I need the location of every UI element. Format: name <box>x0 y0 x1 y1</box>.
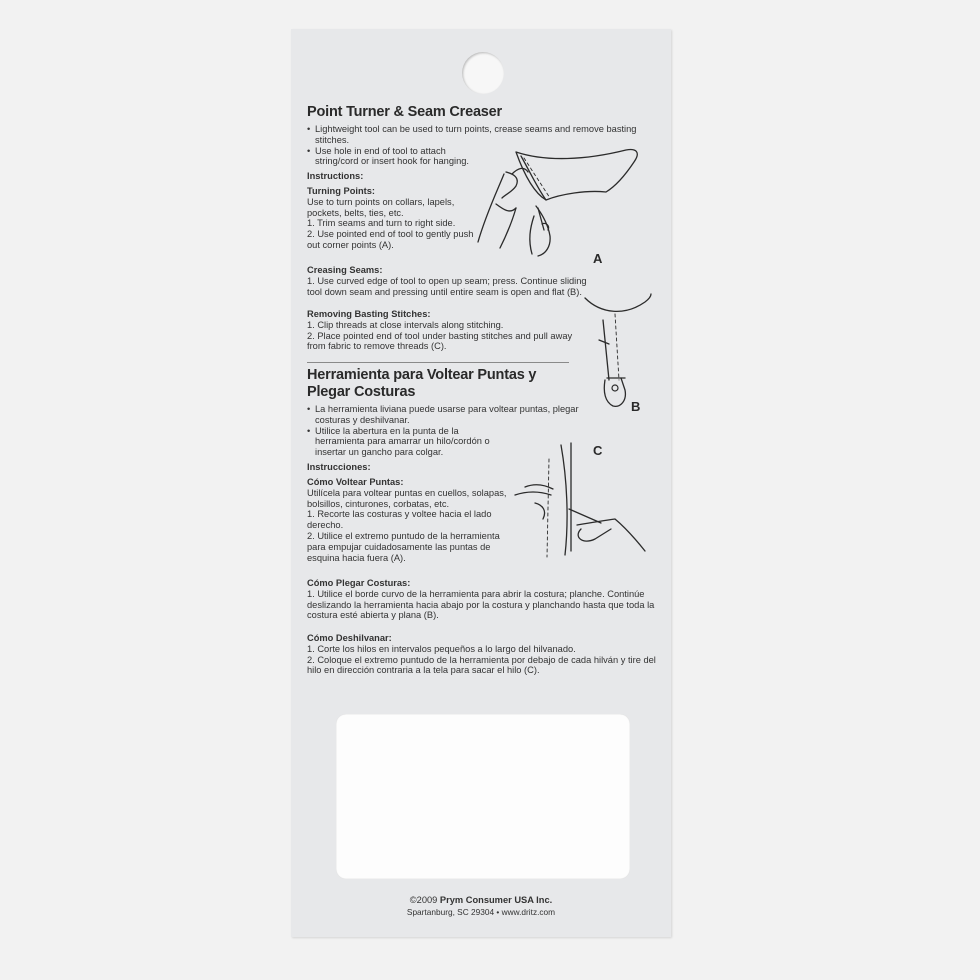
copyright-prefix: ©2009 <box>409 895 440 905</box>
spanish-title: Herramienta para Voltear Puntas y Plegar Costuras <box>307 367 537 400</box>
section-heading: Turning Points: <box>307 186 375 196</box>
text-line: 1. Use curved edge of tool to open up seam; press. Continue sliding <box>307 275 587 286</box>
english-title: Point Turner & Seam Creaser <box>307 104 502 120</box>
text-line: derecho. <box>307 520 344 531</box>
text-line: costura esté abierta y plana (B). <box>307 610 439 621</box>
deshilvanar-section <box>307 633 662 676</box>
text-line: Utilícela para voltear puntas en cuellos, solapas, <box>307 487 507 498</box>
text-line: 1. Clip threads at close intervals along stitching. <box>307 319 504 330</box>
package-card-back <box>291 29 671 937</box>
list-item: • Utilice la abertura en la punta de la herramienta para amarrar un hilo/cordón o insertar un gancho para colgar. <box>307 426 505 458</box>
text-line: pockets, belts, ties, etc. <box>307 207 404 218</box>
company-name: Prym Consumer USA Inc. <box>439 895 553 905</box>
text-line: 2. Coloque el extremo puntudo de la herramienta por debajo de cada hilván y tire del <box>307 654 656 665</box>
text-line: 2. Use pointed end of tool to gently push <box>307 229 474 240</box>
section-heading: Cómo Voltear Puntas: <box>307 477 404 487</box>
text-line: deslizando la herramienta hacia abajo por la costura y planchando hasta que toda la <box>307 599 655 610</box>
illustration-c-removing-basting <box>511 439 661 559</box>
text-line: para empujar cuidadosamente las puntas de <box>307 541 491 552</box>
list-item: • La herramienta liviana puede usarse para voltear puntas, plegar costuras y deshilvanar. <box>307 404 587 426</box>
figure-label-a: A <box>593 251 603 266</box>
instructions-heading: Instructions: <box>307 171 364 181</box>
turning-points-section <box>307 186 497 251</box>
list-item: • Lightweight tool can be used to turn points, crease seams and remove basting stitches. <box>307 124 647 146</box>
section-heading: Cómo Plegar Costuras: <box>307 578 411 588</box>
voltear-section <box>307 477 517 563</box>
section-heading: Creasing Seams: <box>307 265 383 275</box>
section-heading: Removing Basting Stitches: <box>307 309 431 319</box>
text-line: Use to turn points on collars, lapels, <box>307 196 455 207</box>
text-line: 2. Utilice el extremo puntudo de la herramienta <box>307 530 500 541</box>
hang-hole <box>462 52 504 94</box>
address-line: Spartanburg, SC 29304 • www.dritz.com <box>406 907 556 917</box>
text-line: tool down seam and pressing until entire seam is open and flat (B). <box>307 286 582 297</box>
text-line: bolsillos, cinturones, corbatas, etc. <box>307 498 450 509</box>
text-line: 1. Corte los hilos en intervalos pequeños a lo largo del hilvanado. <box>307 643 576 654</box>
figure-label-c: C <box>593 443 603 458</box>
section-divider <box>307 362 569 363</box>
creasing-seams-section <box>307 265 617 297</box>
list-item: • Use hole in end of tool to attach string/cord or insert hook for hanging. <box>307 146 485 168</box>
figure-label-b: B <box>631 399 641 414</box>
text-line: from fabric to remove threads (C). <box>307 341 447 352</box>
text-line: 1. Utilice el borde curvo de la herramienta para abrir la costura; planche. Continúe <box>307 588 645 599</box>
section-heading: Cómo Deshilvanar: <box>307 633 392 643</box>
text-line: hilo en dirección contraria a la tela para sacar el hilo (C). <box>307 665 540 676</box>
text-line: 1. Trim seams and turn to right side. <box>307 218 456 229</box>
text-line: out corner points (A). <box>307 239 394 250</box>
product-window <box>336 714 630 879</box>
copyright-line <box>291 895 671 905</box>
plegar-section <box>307 578 662 621</box>
illustration-a-turning-points <box>476 144 656 269</box>
instrucciones-heading: Instrucciones: <box>307 462 371 472</box>
text-line: 2. Place pointed end of tool under basting stitches and pull away <box>307 330 573 341</box>
text-line: 1. Recorte las costuras y voltee hacia el lado <box>307 509 492 520</box>
removing-basting-section <box>307 309 607 352</box>
illustration-b-creasing-seams <box>581 284 661 414</box>
text-line: esquina hacia fuera (A). <box>307 552 406 563</box>
